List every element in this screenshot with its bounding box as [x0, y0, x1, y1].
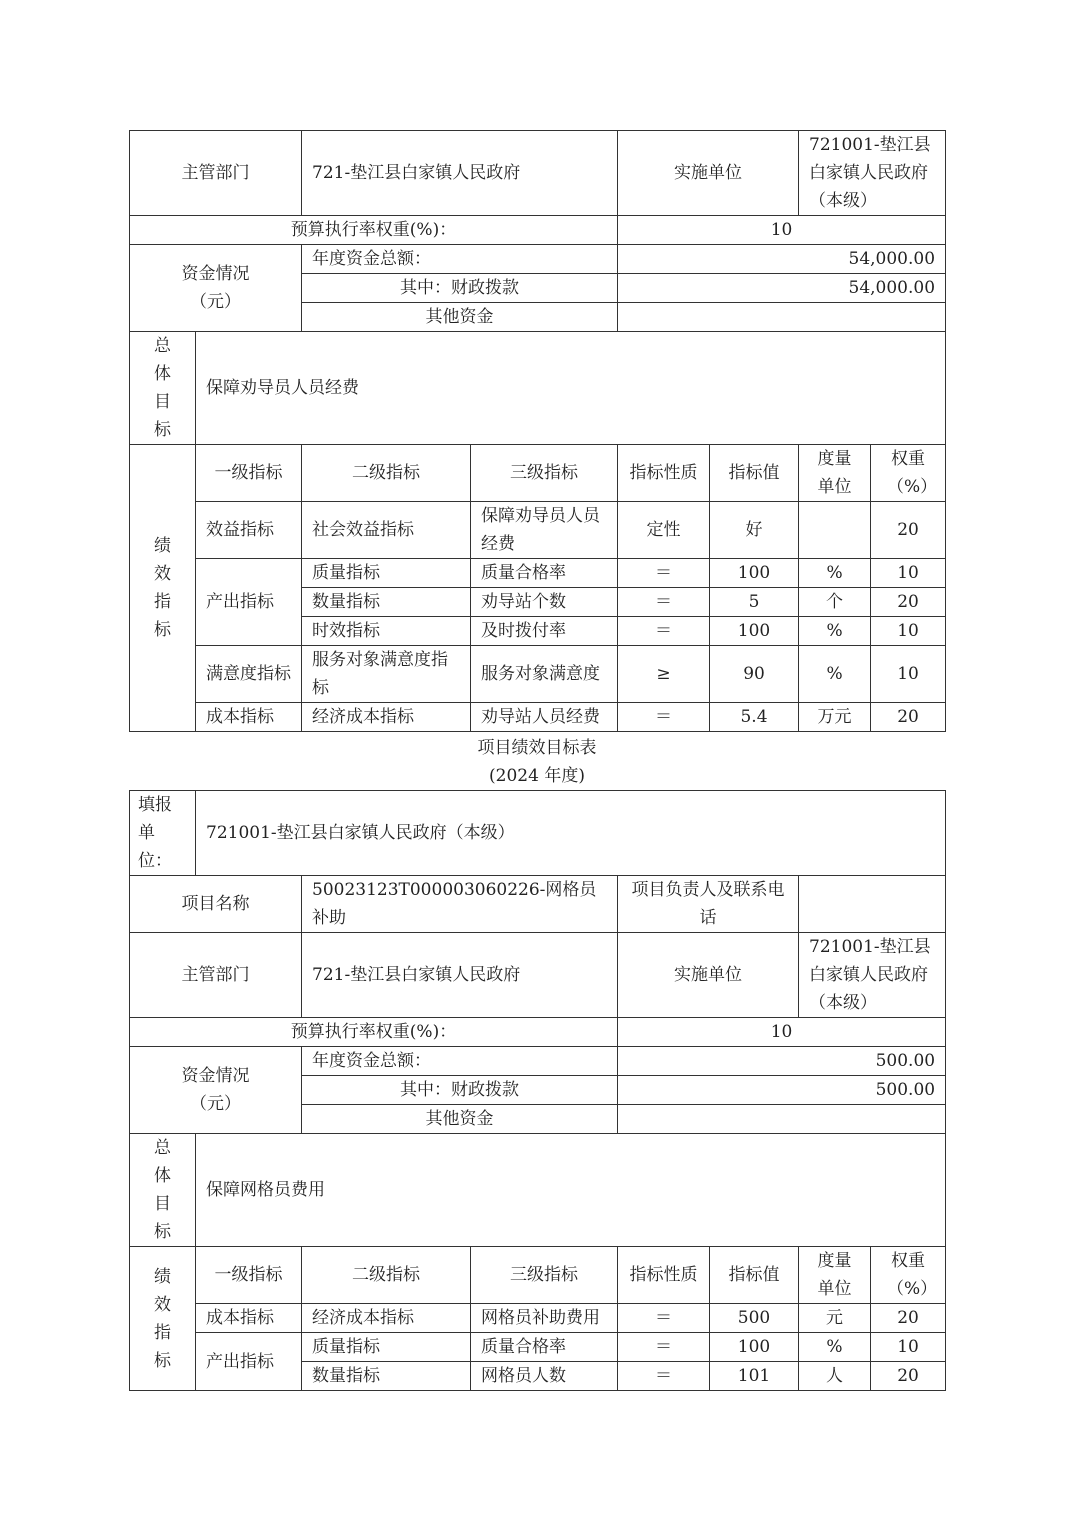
weight-cell: 10 — [871, 1333, 946, 1362]
performance-table-2 — [129, 790, 946, 1391]
unit-cell: 万元 — [799, 703, 871, 732]
budget-rate-value: 10 — [618, 1018, 946, 1047]
weight-cell: 20 — [871, 1304, 946, 1333]
funds-total-label: 年度资金总额： — [302, 1047, 618, 1076]
level3-cell: 服务对象满意度 — [471, 646, 618, 703]
col-header: 二级指标 — [302, 1247, 471, 1304]
unit-cell: 元 — [799, 1304, 871, 1333]
group-label: 成本指标 — [196, 1304, 302, 1333]
goal-label: 总 体 目 标 — [130, 1134, 196, 1247]
unit-cell: % — [799, 1333, 871, 1362]
budget-rate-label: 预算执行率权重(%)： — [130, 1018, 618, 1047]
nature-cell: ＝ — [618, 1333, 710, 1362]
level3-cell: 网格员人数 — [471, 1362, 618, 1391]
unit-cell: % — [799, 646, 871, 703]
value-cell: 90 — [710, 646, 799, 703]
weight-cell: 10 — [871, 559, 946, 588]
level2-cell: 经济成本指标 — [302, 1304, 471, 1333]
value-cell: 5 — [710, 588, 799, 617]
col-header: 指标值 — [710, 1247, 799, 1304]
nature-cell: ＝ — [618, 617, 710, 646]
level2-cell: 质量指标 — [302, 1333, 471, 1362]
funds-other-label: 其他资金 — [302, 303, 618, 332]
goal-value: 保障网格员费用 — [196, 1134, 946, 1247]
funds-total-value: 500.00 — [618, 1047, 946, 1076]
col-header: 一级指标 — [196, 445, 302, 502]
value-cell: 500 — [710, 1304, 799, 1333]
level3-cell: 质量合格率 — [471, 559, 618, 588]
col-header: 指标性质 — [618, 445, 710, 502]
level2-cell: 数量指标 — [302, 1362, 471, 1391]
unit-cell: 个 — [799, 588, 871, 617]
weight-cell: 20 — [871, 703, 946, 732]
col-header: 权重（%） — [871, 1247, 946, 1304]
table-row — [130, 559, 946, 588]
reporter-value: 721001-垫江县白家镇人民政府（本级） — [196, 791, 946, 876]
group-label: 满意度指标 — [196, 646, 302, 703]
value-cell: 100 — [710, 559, 799, 588]
funds-fiscal-value: 500.00 — [618, 1076, 946, 1105]
group-label: 效益指标 — [196, 502, 302, 559]
level3-cell: 劝导站个数 — [471, 588, 618, 617]
contact-value — [799, 876, 946, 933]
unit-cell: % — [799, 617, 871, 646]
unit-value: 721001-垫江县白家镇人民政府（本级） — [799, 933, 946, 1018]
col-header: 指标性质 — [618, 1247, 710, 1304]
funds-fiscal-label: 其中：财政拨款 — [302, 274, 618, 303]
project-value: 50023123T000003060226-网格员补助 — [302, 876, 618, 933]
value-cell: 100 — [710, 1333, 799, 1362]
dept-label: 主管部门 — [130, 131, 302, 216]
nature-cell: ＝ — [618, 1304, 710, 1333]
dept-value: 721-垫江县白家镇人民政府 — [302, 131, 618, 216]
goal-value: 保障劝导员人员经费 — [196, 332, 946, 445]
nature-cell: ＝ — [618, 559, 710, 588]
unit-label: 实施单位 — [618, 131, 799, 216]
unit-cell: % — [799, 559, 871, 588]
level2-cell: 服务对象满意度指标 — [302, 646, 471, 703]
table-row — [130, 1333, 946, 1362]
unit-value: 721001-垫江县白家镇人民政府（本级） — [799, 131, 946, 216]
col-header: 三级指标 — [471, 1247, 618, 1304]
nature-cell: ＝ — [618, 588, 710, 617]
funds-total-value: 54,000.00 — [618, 245, 946, 274]
level3-cell: 保障劝导员人员经费 — [471, 502, 618, 559]
col-header: 度量单位 — [799, 445, 871, 502]
funds-other-value — [618, 303, 946, 332]
weight-cell: 10 — [871, 646, 946, 703]
col-header: 权重（%） — [871, 445, 946, 502]
contact-label: 项目负责人及联系电话 — [618, 876, 799, 933]
nature-cell: ＝ — [618, 1362, 710, 1391]
funds-total-label: 年度资金总额： — [302, 245, 618, 274]
budget-rate-value: 10 — [618, 216, 946, 245]
level3-cell: 网格员补助费用 — [471, 1304, 618, 1333]
col-header: 二级指标 — [302, 445, 471, 502]
level3-cell: 及时拨付率 — [471, 617, 618, 646]
weight-cell: 20 — [871, 588, 946, 617]
group-label: 成本指标 — [196, 703, 302, 732]
value-cell: 5.4 — [710, 703, 799, 732]
nature-cell: ≥ — [618, 646, 710, 703]
unit-label: 实施单位 — [618, 933, 799, 1018]
table-title: 项目绩效目标表 — [477, 738, 597, 758]
nature-cell: ＝ — [618, 703, 710, 732]
funds-fiscal-value: 54,000.00 — [618, 274, 946, 303]
reporter-label: 填报单位： — [130, 791, 196, 876]
level2-cell: 经济成本指标 — [302, 703, 471, 732]
level2-cell: 社会效益指标 — [302, 502, 471, 559]
table-year: (2024 年度) — [489, 766, 585, 786]
value-cell: 101 — [710, 1362, 799, 1391]
weight-cell: 20 — [871, 1362, 946, 1391]
funds-fiscal-label: 其中：财政拨款 — [302, 1076, 618, 1105]
level2-cell: 质量指标 — [302, 559, 471, 588]
level3-cell: 劝导站人员经费 — [471, 703, 618, 732]
performance-table-1 — [129, 130, 946, 732]
funds-label: 资金情况（元） — [130, 245, 302, 332]
funds-other-value — [618, 1105, 946, 1134]
dept-value: 721-垫江县白家镇人民政府 — [302, 933, 618, 1018]
level2-cell: 时效指标 — [302, 617, 471, 646]
value-cell: 好 — [710, 502, 799, 559]
table-row — [130, 1304, 946, 1333]
value-cell: 100 — [710, 617, 799, 646]
perf-label: 绩 效 指 标 — [130, 445, 196, 732]
unit-cell: 人 — [799, 1362, 871, 1391]
perf-label: 绩 效 指 标 — [130, 1247, 196, 1391]
goal-label: 总 体 目 标 — [130, 332, 196, 445]
weight-cell: 10 — [871, 617, 946, 646]
col-header: 指标值 — [710, 445, 799, 502]
table-row — [130, 703, 946, 732]
col-header: 度量单位 — [799, 1247, 871, 1304]
unit-cell — [799, 502, 871, 559]
weight-cell: 20 — [871, 502, 946, 559]
col-header: 三级指标 — [471, 445, 618, 502]
nature-cell: 定性 — [618, 502, 710, 559]
funds-label: 资金情况（元） — [130, 1047, 302, 1134]
table-row — [130, 646, 946, 703]
level3-cell: 质量合格率 — [471, 1333, 618, 1362]
group-label: 产出指标 — [196, 1333, 302, 1391]
level2-cell: 数量指标 — [302, 588, 471, 617]
dept-label: 主管部门 — [130, 933, 302, 1018]
budget-rate-label: 预算执行率权重(%)： — [130, 216, 618, 245]
project-label: 项目名称 — [130, 876, 302, 933]
group-label: 产出指标 — [196, 559, 302, 646]
col-header: 一级指标 — [196, 1247, 302, 1304]
table-row — [130, 502, 946, 559]
funds-other-label: 其他资金 — [302, 1105, 618, 1134]
